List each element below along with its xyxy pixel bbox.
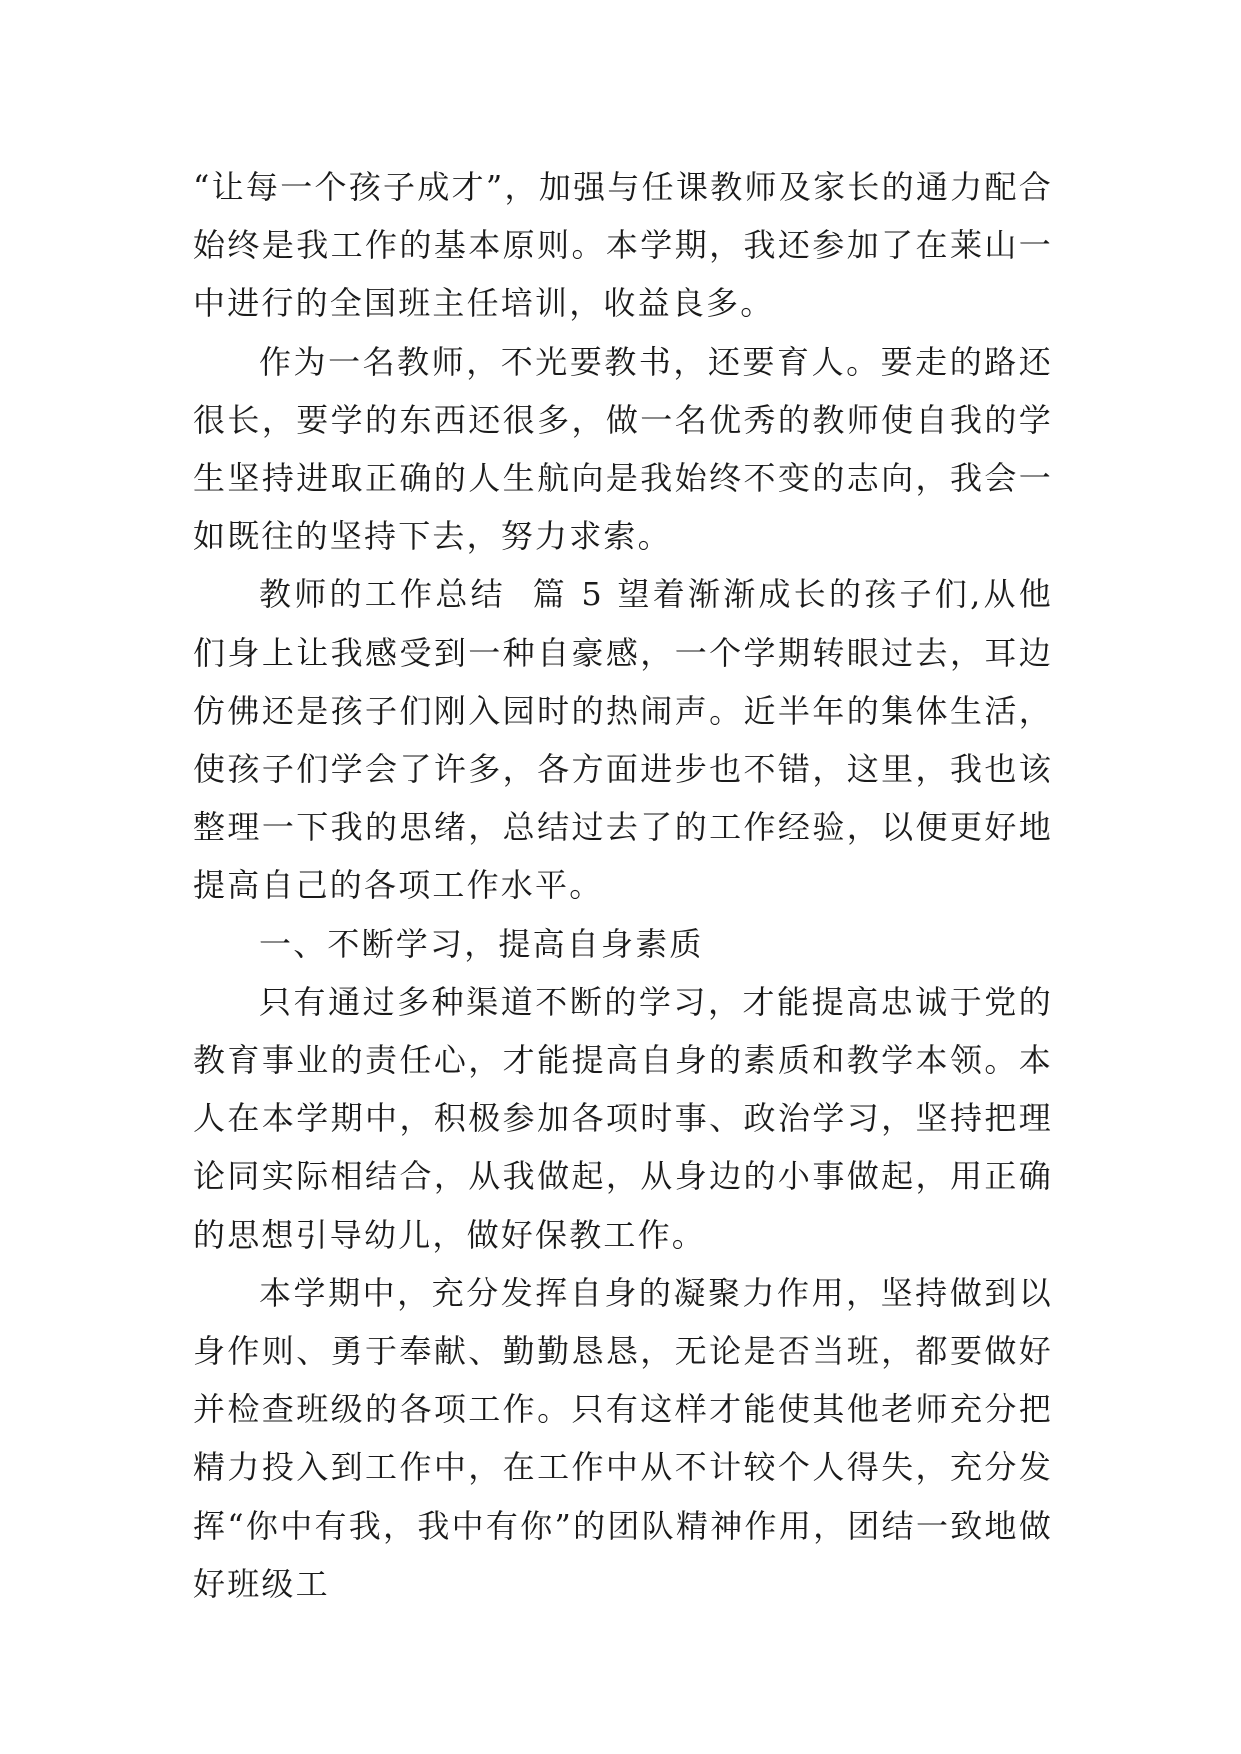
paragraph-summary-5 [193, 565, 1053, 914]
paragraph-summary-5-text: 望着渐渐成长的孩子们,从他们身上让我感受到一种自豪感，一个学期转眼过去，耳边仿佛还是孩子们刚入园时的热闹声。近半年的集体生活，使孩子们学会了许多，各方面进步也不错，这里，我也该整理一下我的思绪，总结过去了的工作经验，以便更好地提高自己的各项工作水平。 [193, 575, 1053, 905]
spacer [604, 575, 617, 613]
paragraph-teamwork: 本学期中，充分发挥自身的凝聚力作用，坚持做到以身作则、勇于奉献、勤勤恳恳，无论是否当班，都要做好并检查班级的各项工作。只有这样才能使其他老师充分把精力投入到工作中，在工作中从不计较个人得失，充分发挥“你中有我，我中有你”的团队精神作用，团结一致地做好班级工 [193, 1273, 1053, 1603]
body-text [193, 158, 1053, 1613]
paragraph-intro-continuation: “让每一个孩子成才”，加强与任课教师及家长的通力配合始终是我工作的基本原则。本学期，我还参加了在莱山一中进行的全国班主任培训，收益良多。 [193, 168, 1053, 323]
section-title: 教师的工作总结 篇 5 [259, 575, 604, 614]
paragraph-teacher-duty: 作为一名教师，不光要教书，还要育人。要走的路还很长，要学的东西还很多，做一名优秀的教师使自我的学生坚持进取正确的人生航向是我始终不变的志向，我会一如既往的坚持下去，努力求索。 [193, 342, 1053, 556]
paragraph-study: 只有通过多种渠道不断的学习，才能提高忠诚于党的教育事业的责任心，才能提高自身的素质和教学本领。本人在本学期中，积极参加各项时事、政治学习，坚持把理论同实际相结合，从我做起，从身边的小事做起，用正确的思想引导幼儿，做好保教工作。 [193, 982, 1053, 1254]
subheading-study: 一、不断学习，提高自身素质 [259, 924, 704, 963]
